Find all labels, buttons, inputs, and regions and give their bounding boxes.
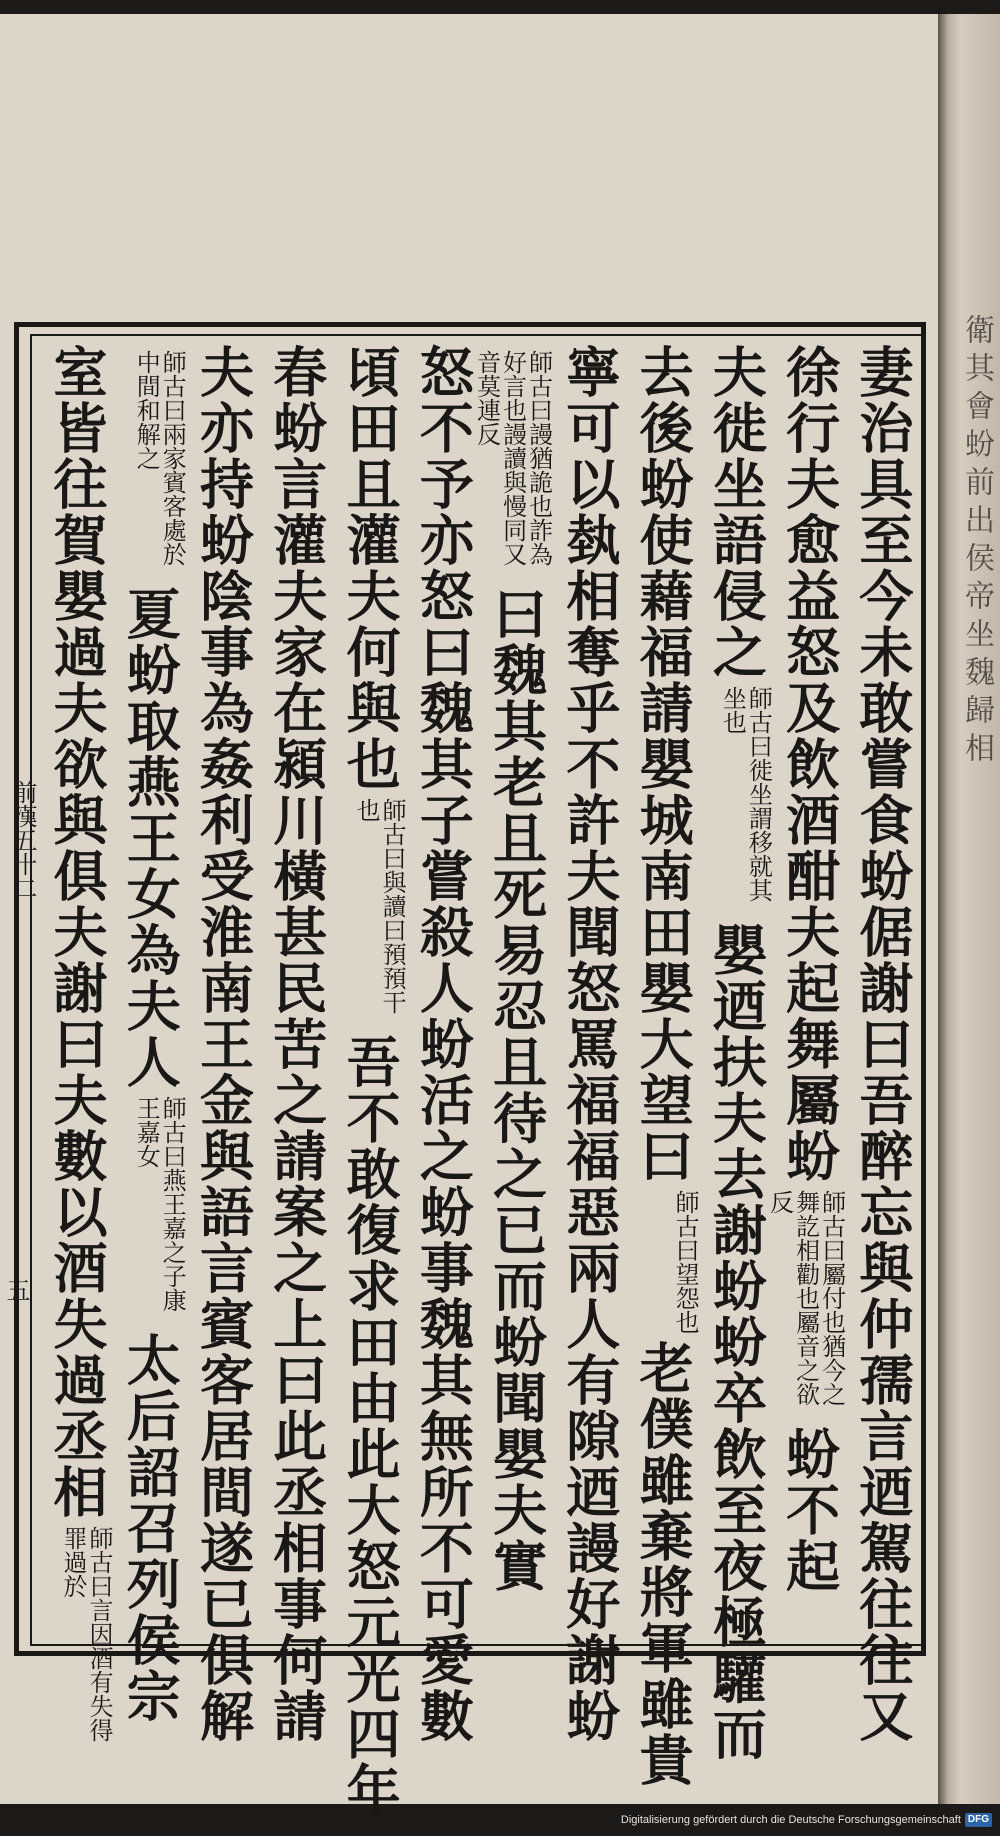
footer-text: Digitalisierung gefördert durch die Deutsche Forschungsgemeinschaft — [620, 1814, 961, 1826]
commentary-note: 師古曰言因酒有失得罪過於 — [59, 1526, 113, 1742]
commentary-note: 師古曰兩家賓客處於中間和解之 — [132, 350, 187, 566]
text-column: 夫亦持蚡陰事為姦利受淮南王金與語言賓客居間遂已俱解 — [191, 344, 256, 1744]
book-gutter — [938, 14, 1000, 1804]
text-column: 妻治具至今未敢嘗食蚡倨謝曰吾醉忘與仲孺言迺駕往往又 — [850, 344, 915, 1744]
text-column: 春蚡言灌夫家在潁川橫甚民苦之請案之上曰此丞相事何請 — [264, 344, 329, 1744]
text-column: 徐行夫愈益怒及飲酒酣夫起舞屬蚡師古曰屬付也猶今之舞訖相勸也屬音之欲反蚡不起 — [765, 344, 846, 1594]
commentary-note: 師古曰望怨也 — [671, 1190, 700, 1334]
adjacent-page-text: 衛其會蚡前出侯帝坐魏歸相 — [959, 314, 994, 770]
text-column: 室皆往賀嬰過夫欲與俱夫謝曰夫數以酒失過丞相師古曰言因酒有失得罪過於 — [42, 344, 112, 1636]
dfg-logo: DFG — [965, 1813, 992, 1827]
margin-title: 前漢五十二 — [9, 780, 37, 900]
commentary-note: 師古曰燕王嘉之子康王嘉女 — [132, 1096, 187, 1312]
text-column: 寧可以埶相奪乎不許夫聞怒罵福福惡兩人有隙迺謾好謝蚡 — [557, 344, 622, 1744]
digitization-footer — [621, 1808, 992, 1832]
commentary-note: 師古曰徙坐謂移就其坐也 — [718, 686, 773, 902]
text-column: 頃田且灌夫何與也師古曰與讀曰預預干也吾不敢復求田由此大怒元光四年 — [338, 344, 407, 1818]
text-columns — [42, 344, 918, 1818]
margin-page-number: 五 — [2, 1278, 30, 1302]
commentary-note: 師古曰謾猶詭也詐為好言也謾讀與慢同又音莫連反 — [472, 350, 553, 566]
text-column: 夫徙坐語侵之師古曰徙坐謂移就其坐也嬰迺扶夫去謝蚡蚡卒飲至夜極驩而 — [704, 344, 773, 1762]
text-column: 師古曰兩家賓客處於中間和解之夏蚡取燕王女為夫人師古曰燕王嘉之子康王嘉女太后詔召列侯宗 — [118, 350, 187, 1724]
commentary-note: 師古曰與讀曰預預干也 — [352, 798, 407, 1014]
text-column: 去後蚡使藉福請嬰城南田嬰大望曰師古曰望怨也老僕雖棄將軍雖貴 — [631, 344, 700, 1788]
text-column: 師古曰謾猶詭也詐為好言也謾讀與慢同又音莫連反曰魏其老且死易忍且待之已而蚡聞嬰夫實 — [472, 350, 553, 1594]
commentary-note: 師古曰屬付也猶今之舞訖相勸也屬音之欲反 — [765, 1190, 846, 1406]
text-column: 怒不予亦怒曰魏其子嘗殺人蚡活之蚡事魏其無所不可愛數 — [411, 344, 476, 1744]
